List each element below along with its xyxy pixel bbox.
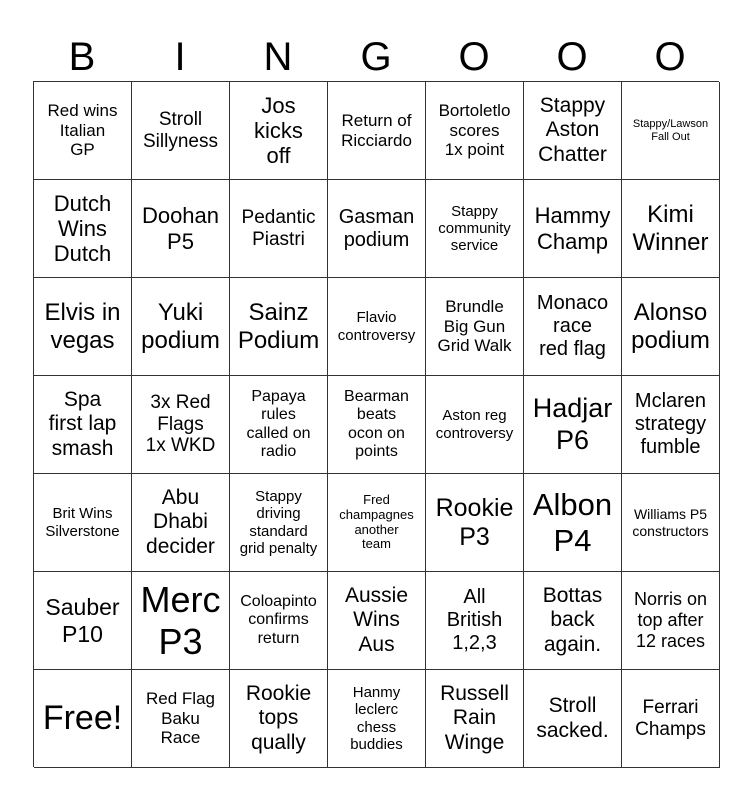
bingo-cell-label: Elvis in vegas (44, 298, 121, 354)
bingo-cell[interactable] (524, 278, 622, 376)
bingo-cell[interactable] (132, 278, 230, 376)
bingo-cell-label: Merc P3 (140, 579, 221, 662)
bingo-grid (33, 81, 719, 767)
bingo-cell[interactable] (132, 82, 230, 180)
bingo-cell-label: Ferrari Champs (635, 696, 706, 740)
bingo-cell[interactable] (426, 474, 524, 572)
bingo-cell[interactable] (34, 474, 132, 572)
bingo-cell-label: Stappy driving standard grid penalty (239, 488, 318, 557)
bingo-cell[interactable] (328, 474, 426, 572)
bingo-cell-label: Papaya rules called on radio (246, 387, 311, 460)
header-letter: B (68, 35, 96, 79)
bingo-cell[interactable] (34, 82, 132, 180)
bingo-cell-label: Brundle Big Gun Grid Walk (437, 297, 512, 356)
bingo-cell[interactable] (622, 474, 720, 572)
header-letter: G (360, 35, 392, 79)
bingo-header (33, 34, 719, 80)
bingo-cell-label: Hadjar P6 (532, 393, 613, 455)
bingo-cell[interactable] (622, 376, 720, 474)
bingo-cell[interactable] (328, 278, 426, 376)
bingo-cell-label: Stroll Sillyness (143, 108, 218, 152)
bingo-cell-label: Free! (42, 698, 123, 737)
bingo-cell[interactable] (34, 180, 132, 278)
bingo-cell[interactable] (132, 572, 230, 670)
bingo-cell[interactable] (230, 180, 328, 278)
bingo-cell[interactable] (132, 180, 230, 278)
bingo-cell-label: Kimi Winner (632, 200, 709, 256)
bingo-cell-label: Monaco race red flag (536, 292, 609, 360)
bingo-cell[interactable] (328, 572, 426, 670)
bingo-cell-label: Williams P5 constructors (632, 506, 709, 539)
bingo-cell-label: Bottas back again. (542, 584, 603, 656)
bingo-cell[interactable] (524, 180, 622, 278)
bingo-cell[interactable] (230, 572, 328, 670)
bingo-cell[interactable] (34, 572, 132, 670)
bingo-cell[interactable] (426, 180, 524, 278)
bingo-cell[interactable] (524, 572, 622, 670)
bingo-cell-label: Red wins Italian GP (47, 101, 118, 160)
bingo-cell[interactable] (524, 670, 622, 768)
bingo-cell-label: Yuki podium (141, 298, 220, 354)
bingo-cell[interactable] (34, 278, 132, 376)
bingo-cell-label: Aussie Wins Aus (344, 584, 409, 656)
bingo-cell-label: Stappy/Lawson Fall Out (632, 117, 709, 143)
bingo-cell[interactable] (328, 376, 426, 474)
bingo-cell-label: Pedantic Piastri (241, 206, 316, 250)
header-letter: O (556, 35, 588, 79)
bingo-cell[interactable] (524, 376, 622, 474)
bingo-cell-label: Mclaren strategy fumble (634, 390, 707, 458)
bingo-cell-label: Rookie P3 (435, 493, 514, 551)
bingo-cell-label: Flavio controversy (337, 309, 416, 344)
bingo-cell-label: Brit Wins Silverstone (45, 505, 120, 540)
bingo-cell-label: Alonso podium (631, 298, 710, 354)
bingo-cell-label: Jos kicks off (254, 92, 303, 169)
header-letter: N (263, 35, 293, 79)
bingo-cell-label: Return of Ricciardo (341, 110, 412, 150)
bingo-cell-label: Stappy community service (438, 202, 511, 255)
bingo-cell[interactable] (230, 376, 328, 474)
bingo-cell[interactable] (34, 376, 132, 474)
bingo-cell[interactable] (328, 180, 426, 278)
bingo-cell[interactable] (426, 572, 524, 670)
bingo-cell[interactable] (622, 82, 720, 180)
bingo-cell-label: Gasman podium (338, 205, 415, 251)
bingo-cell-label: Aston reg controversy (435, 407, 514, 442)
bingo-cell[interactable] (426, 278, 524, 376)
bingo-cell[interactable] (132, 376, 230, 474)
bingo-cell-label: Spa first lap smash (48, 388, 117, 460)
bingo-cell-label: Hammy Champ (534, 203, 611, 254)
bingo-cell-label: Hanmy leclerc chess buddies (350, 684, 403, 753)
bingo-cell-label: 3x Red Flags 1x WKD (145, 391, 216, 457)
bingo-cell[interactable] (132, 670, 230, 768)
bingo-cell-label: Abu Dhabi decider (146, 486, 215, 558)
bingo-cell[interactable] (230, 278, 328, 376)
bingo-cell-label: Rookie tops qually (245, 682, 312, 754)
bingo-cell[interactable] (328, 670, 426, 768)
bingo-cell[interactable] (524, 82, 622, 180)
bingo-cell-label: Bortoletlo scores 1x point (438, 101, 511, 160)
bingo-cell[interactable] (426, 376, 524, 474)
bingo-cell[interactable] (34, 670, 132, 768)
bingo-cell-label: Doohan P5 (141, 203, 220, 254)
bingo-cell[interactable] (622, 180, 720, 278)
bingo-cell-label: Red Flag Baku Race (146, 689, 215, 748)
bingo-cell-label: Coloapinto confirms return (240, 592, 317, 647)
bingo-cell[interactable] (132, 474, 230, 572)
bingo-cell[interactable] (622, 572, 720, 670)
bingo-cell-label: Dutch Wins Dutch (53, 190, 112, 267)
bingo-cell[interactable] (426, 670, 524, 768)
bingo-cell-label: Sainz Podium (237, 298, 320, 354)
header-letter: O (458, 35, 490, 79)
bingo-cell[interactable] (524, 474, 622, 572)
bingo-cell[interactable] (426, 82, 524, 180)
bingo-cell[interactable] (230, 670, 328, 768)
bingo-cell-label: Bearman beats ocon on points (344, 387, 409, 460)
bingo-cell-label: Russell Rain Winge (440, 682, 509, 754)
header-letter: I (174, 35, 186, 79)
bingo-cell[interactable] (328, 82, 426, 180)
bingo-cell-label: Stroll sacked. (536, 694, 609, 742)
bingo-cell-label: All British 1,2,3 (446, 586, 503, 654)
header-letter: O (654, 35, 686, 79)
bingo-cell[interactable] (622, 670, 720, 768)
bingo-cell[interactable] (622, 278, 720, 376)
bingo-cell[interactable] (230, 474, 328, 572)
bingo-cell-label: Stappy Aston Chatter (538, 94, 607, 166)
bingo-cell-label: Norris on top after 12 races (633, 589, 708, 651)
bingo-cell-label: Albon P4 (532, 486, 613, 558)
bingo-cell-label: Sauber P10 (45, 594, 120, 647)
bingo-cell-label: Fred champagnes another team (339, 491, 414, 552)
bingo-cell[interactable] (230, 82, 328, 180)
